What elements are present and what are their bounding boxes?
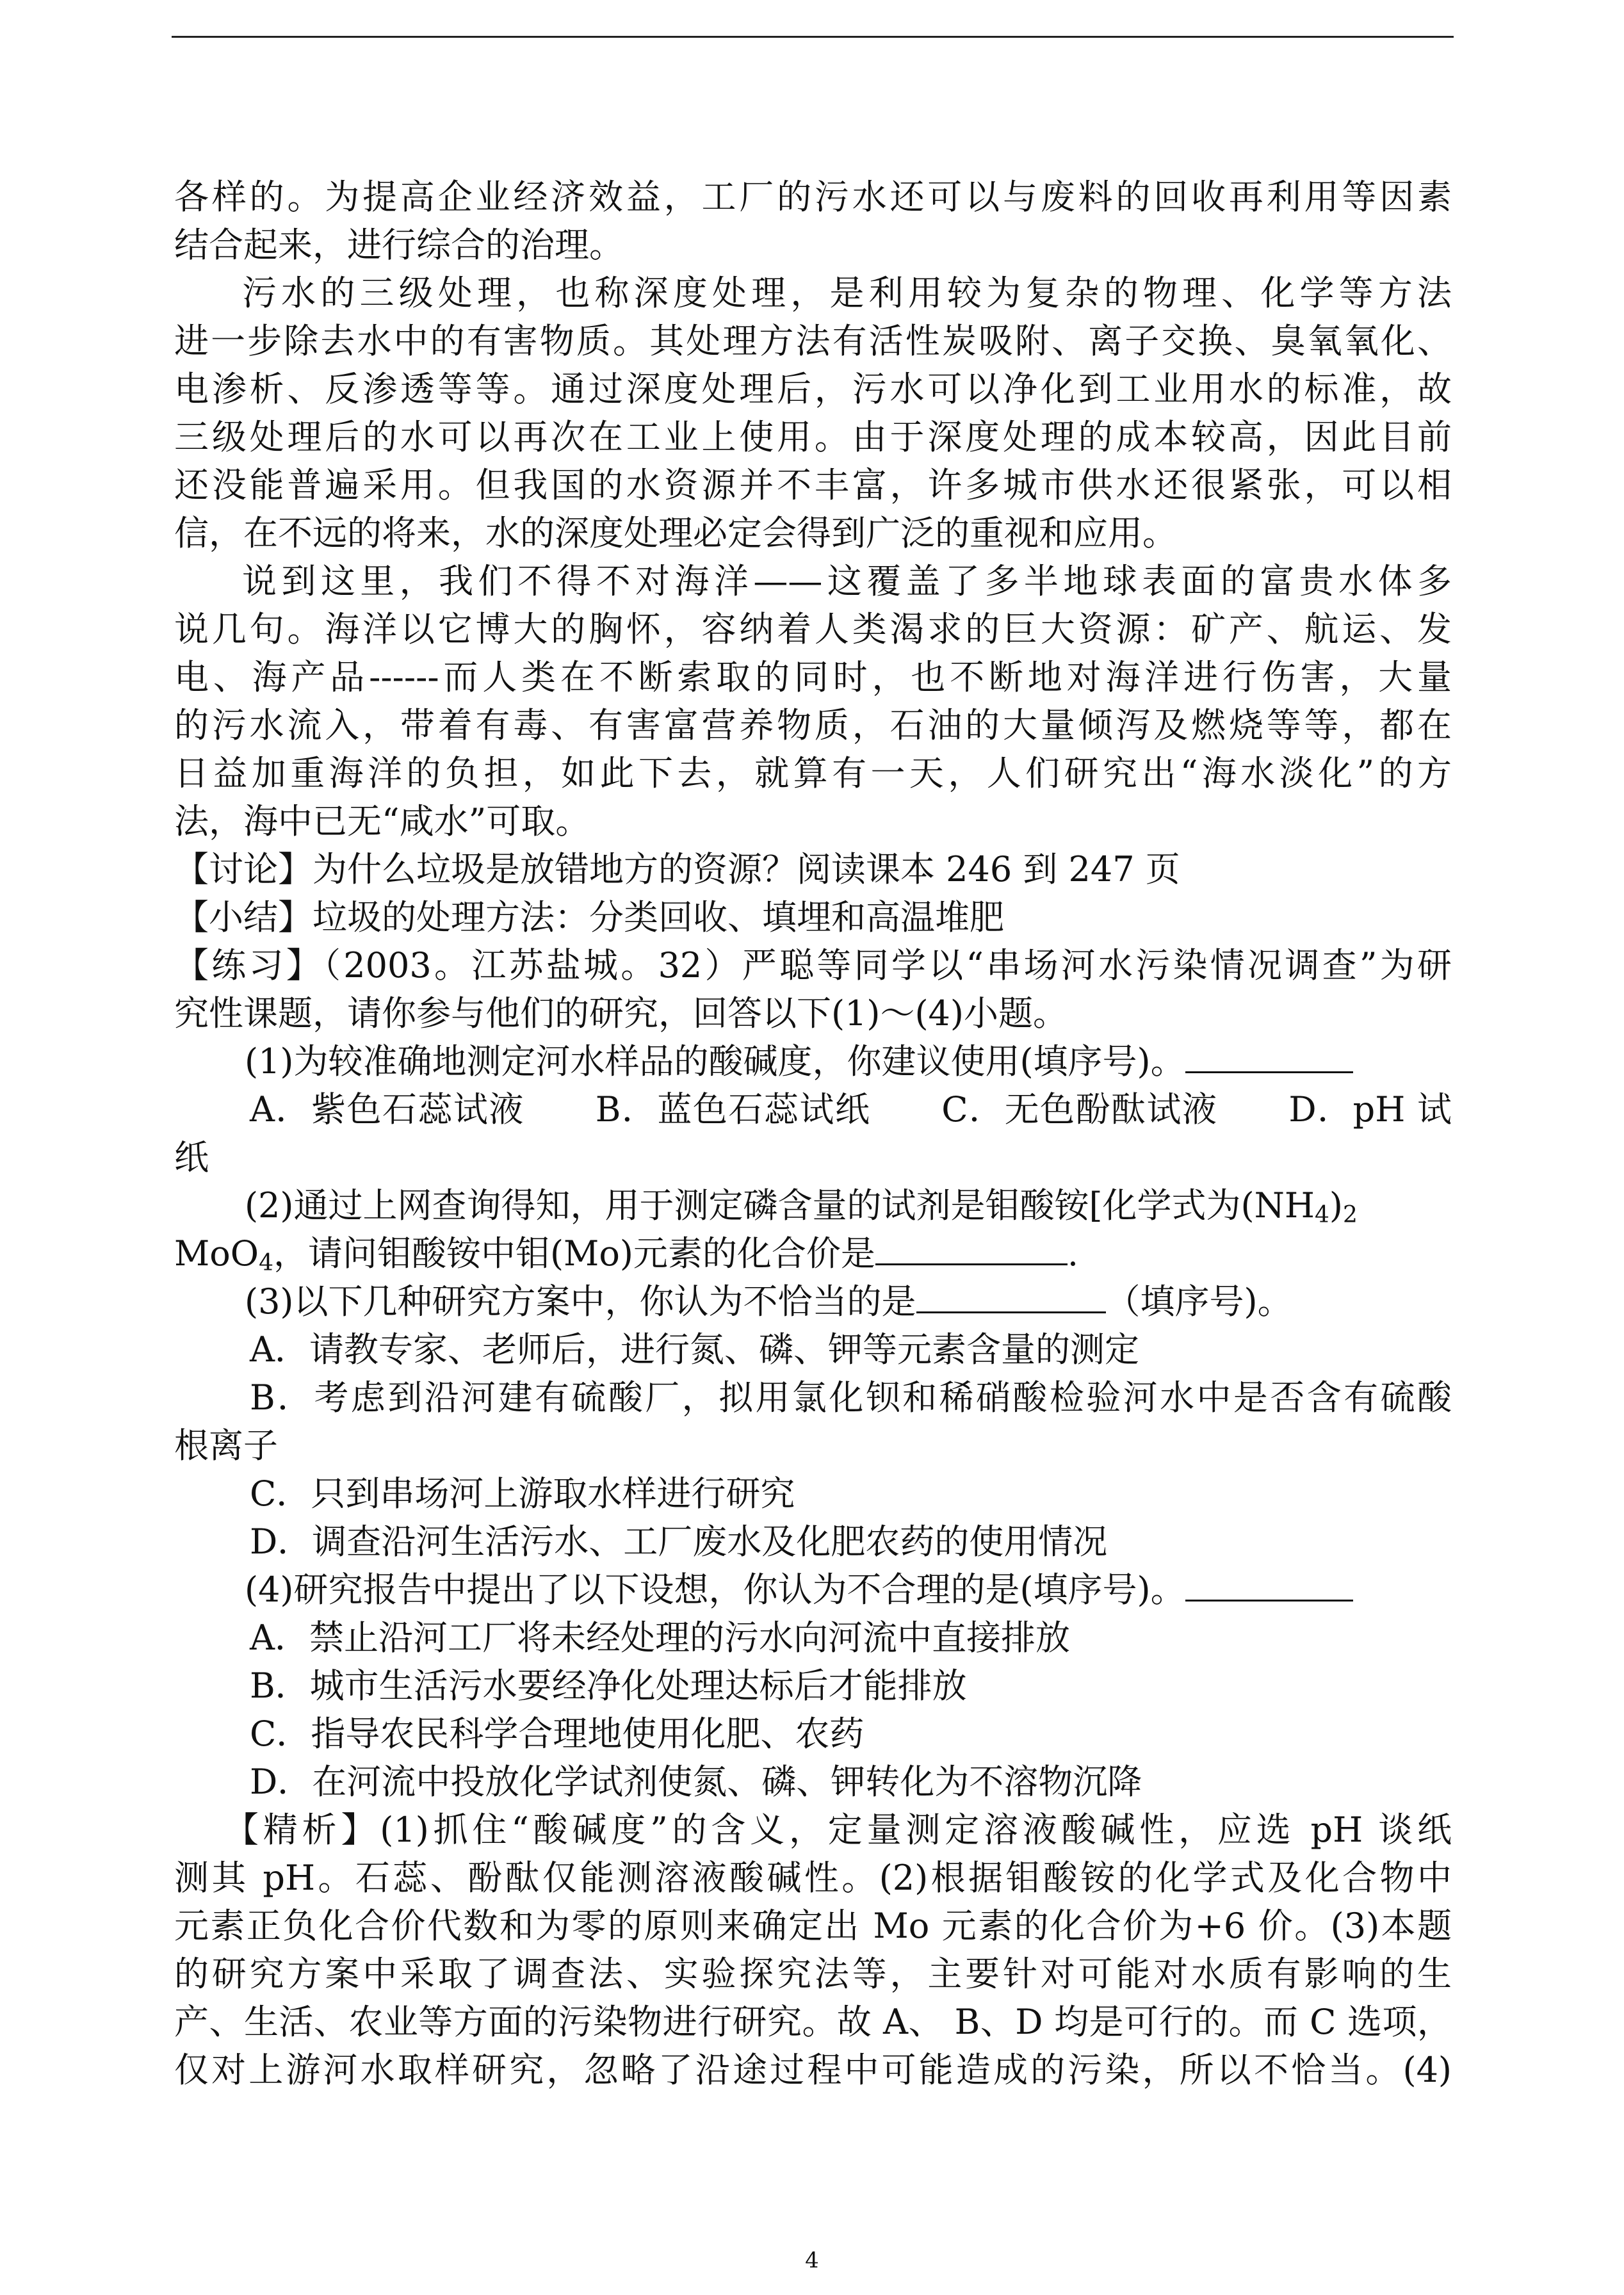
text-line: 结合起来，进行综合的治理。 bbox=[174, 225, 624, 265]
text-line: 污水的三级处理，也称深度处理，是利用较为复杂的物理、化学等方法 bbox=[242, 273, 1452, 313]
header-rule bbox=[172, 36, 1454, 38]
text-line: 【精析】(1)抓住“酸碱度”的含义，定量测定溶液酸碱性，应选 pH 谈纸 bbox=[224, 1810, 1452, 1850]
question-2 bbox=[174, 1181, 1452, 1277]
analysis bbox=[174, 1806, 1452, 2094]
option-line: D．调查沿河生活污水、工厂废水及化肥农药的使用情况 bbox=[250, 1521, 1108, 1562]
question-text: ，请问钼酸铵中钼(Mo)元素的化合价是 bbox=[273, 1233, 875, 1274]
subscript: 2 bbox=[1342, 1202, 1358, 1228]
text-line: 究性课题，请你参与他们的研究，回答以下(1)～(4)小题。 bbox=[174, 993, 1068, 1034]
exercise-intro bbox=[174, 941, 1452, 1037]
page-number: 4 bbox=[805, 2248, 819, 2273]
paragraph-tertiary-treatment bbox=[174, 269, 1452, 557]
option-wrap: 根离子 bbox=[174, 1425, 278, 1466]
paragraph-continuation bbox=[174, 173, 1452, 269]
question-text-end: （填序号)。 bbox=[1105, 1281, 1292, 1322]
close-paren: ) bbox=[1329, 1185, 1343, 1226]
question-stem bbox=[174, 1037, 1452, 1085]
option-line: B．考虑到沿河建有硫酸厂，拟用氯化钡和稀硝酸检验河水中是否含有硫酸 bbox=[250, 1377, 1452, 1418]
option-line: D．在河流中投放化学试剂使氮、磷、钾转化为不溶物沉降 bbox=[250, 1762, 1142, 1802]
text-line: 法，海中已无“咸水”可取。 bbox=[174, 801, 590, 841]
text-line: 元素正负化合价代数和为零的原则来确定出 Mo 元素的化合价为+6 价。(3)本题 bbox=[174, 1906, 1452, 1946]
question-text: (1)为较准确地测定河水样品的酸碱度，你建议使用(填序号)。 bbox=[245, 1041, 1185, 1082]
option-line: B．城市生活污水要经净化处理达标后才能排放 bbox=[250, 1666, 967, 1706]
answer-blank[interactable] bbox=[1185, 1566, 1353, 1602]
subscript: 4 bbox=[259, 1250, 273, 1276]
text-line: 的研究方案中采取了调查法、实验探究法等，主要针对可能对水质有影响的生 bbox=[174, 1954, 1452, 1994]
summary-line: 【小结】垃圾的处理方法：分类回收、填埋和高温堆肥 bbox=[174, 897, 1004, 937]
question-1 bbox=[174, 1037, 1452, 1181]
period: . bbox=[1067, 1233, 1079, 1274]
text-line: 测其 pH。石蕊、酚酞仅能测溶液酸碱性。(2)根据钼酸铵的化学式及化合物中 bbox=[174, 1858, 1452, 1898]
option-line: A．禁止沿河工厂将未经处理的污水向河流中直接排放 bbox=[250, 1618, 1070, 1658]
text-line: 三级处理后的水可以再次在工业上使用。由于深度处理的成本较高，因此目前 bbox=[174, 417, 1452, 457]
text-line: 日益加重海洋的负担，如此下去，就算有一天，人们研究出“海水淡化”的方 bbox=[174, 753, 1452, 793]
option-line: A．请教专家、老师后，进行氮、磷、钾等元素含量的测定 bbox=[250, 1329, 1139, 1370]
text-line: 仅对上游河水取样研究，忽略了沿途过程中可能造成的污染，所以不恰当。(4) bbox=[174, 2050, 1452, 2090]
formula-text: MoO bbox=[174, 1233, 259, 1274]
answer-blank[interactable] bbox=[875, 1230, 1068, 1265]
question-3 bbox=[174, 1277, 1452, 1566]
text-line: 还没能普遍采用。但我国的水资源并不丰富，许多城市供水还很紧张，可以相 bbox=[174, 465, 1452, 505]
text-line: 各样的。为提高企业经济效益，工厂的污水还可以与废料的回收再利用等因素 bbox=[174, 177, 1452, 217]
text-line: 说到这里，我们不得不对海洋——这覆盖了多半地球表面的富贵水体多 bbox=[242, 561, 1452, 601]
question-stem-continued bbox=[174, 1229, 1452, 1277]
paragraph-ocean bbox=[174, 557, 1452, 845]
question-text: (4)研究报告中提出了以下设想，你认为不合理的是(填序号)。 bbox=[245, 1569, 1185, 1610]
text-line: 电、海产品------而人类在不断索取的同时，也不断地对海洋进行伤害，大量 bbox=[174, 657, 1452, 697]
options-line: A．紫色石蕊试液 B．蓝色石蕊试纸 C．无色酚酞试液 D．pH 试 bbox=[250, 1089, 1452, 1130]
question-4 bbox=[174, 1566, 1452, 1806]
question-stem bbox=[174, 1566, 1452, 1614]
text-line: 说几句。海洋以它博大的胸怀，容纳着人类渴求的巨大资源：矿产、航运、发 bbox=[174, 609, 1452, 649]
text-line: 产、生活、农业等方面的污染物进行研究。故 A、 B、D 均是可行的。而 C 选项， bbox=[174, 2002, 1452, 2042]
subscript: 4 bbox=[1314, 1202, 1329, 1228]
option-line: C．只到串场河上游取水样进行研究 bbox=[250, 1473, 795, 1514]
document-body bbox=[174, 173, 1452, 2094]
text-line: 信，在不远的将来，水的深度处理必定会得到广泛的重视和应用。 bbox=[174, 513, 1177, 553]
question-text: (3)以下几种研究方案中，你认为不恰当的是 bbox=[245, 1281, 916, 1322]
discussion-line: 【讨论】为什么垃圾是放错地方的资源？阅读课本 246 到 247 页 bbox=[174, 849, 1180, 889]
answer-blank[interactable] bbox=[916, 1278, 1106, 1313]
text-line: 进一步除去水中的有害物质。其处理方法有活性炭吸附、离子交换、臭氧氧化、 bbox=[174, 321, 1452, 361]
question-stem bbox=[174, 1181, 1452, 1229]
question-text: (2)通过上网查询得知，用于测定磷含量的试剂是钼酸铵[化学式为(NH bbox=[245, 1185, 1315, 1226]
answer-blank[interactable] bbox=[1185, 1038, 1353, 1073]
option-line: C．指导农民科学合理地使用化肥、农药 bbox=[250, 1714, 865, 1754]
text-line: 【练习】（2003。江苏盐城。32）严聪等同学以“串场河水污染情况调查”为研 bbox=[174, 945, 1452, 985]
text-line: 电渗析、反渗透等等。通过深度处理后，污水可以净化到工业用水的标准，故 bbox=[174, 369, 1452, 409]
options-wrap: 纸 bbox=[174, 1137, 209, 1178]
question-stem bbox=[174, 1277, 1452, 1326]
text-line: 的污水流入，带着有毒、有害富营养物质，石油的大量倾泻及燃烧等等，都在 bbox=[174, 705, 1452, 745]
